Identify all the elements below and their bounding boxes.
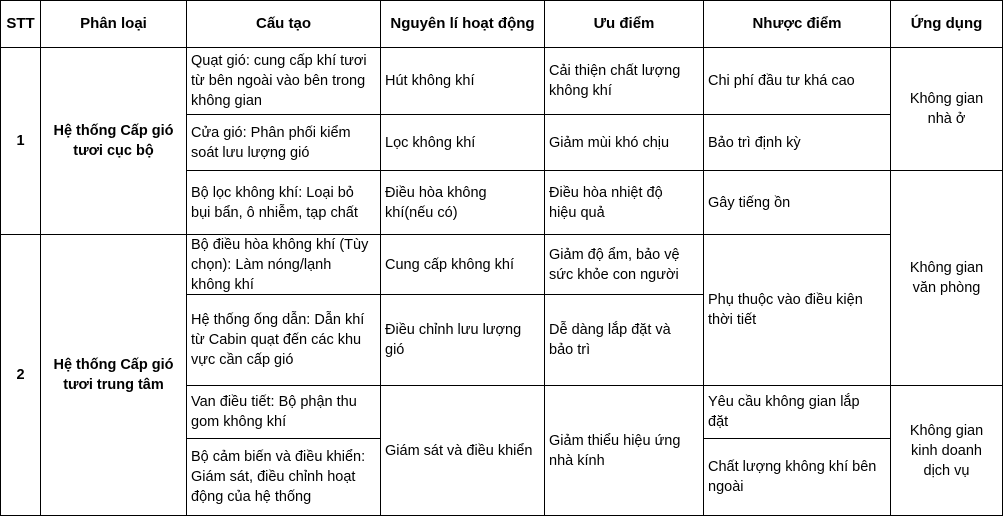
- nhuoc-diem-cell: Phụ thuộc vào điều kiện thời tiết: [703, 234, 891, 386]
- header-nhuoc-diem: Nhược điểm: [703, 0, 891, 48]
- nhuoc-diem-cell: Chi phí đầu tư khá cao: [703, 47, 891, 115]
- ung-dung-cell: Không gian văn phòng: [890, 170, 1003, 386]
- cau-tao-cell: Bộ lọc không khí: Loại bỏ bụi bẩn, ô nhiễm, tạp chất: [186, 170, 381, 235]
- nhuoc-diem-cell: Chất lượng không khí bên ngoài: [703, 438, 891, 516]
- cau-tao-cell: Van điều tiết: Bộ phận thu gom không khí: [186, 385, 381, 439]
- nguyen-li-cell: Lọc không khí: [380, 114, 545, 171]
- stt-1: 1: [0, 47, 41, 235]
- cau-tao-cell: Quạt gió: cung cấp khí tươi từ bên ngoài vào bên trong không gian: [186, 47, 381, 115]
- nhuoc-diem-cell: Gây tiếng ồn: [703, 170, 891, 235]
- cau-tao-cell: Bộ cảm biến và điều khiển: Giám sát, điều chỉnh hoạt động của hệ thống: [186, 438, 381, 516]
- uu-diem-cell: Cải thiện chất lượng không khí: [544, 47, 704, 115]
- nguyen-li-cell: Điều chỉnh lưu lượng gió: [380, 294, 545, 386]
- header-nguyen-li: Nguyên lí hoạt động: [380, 0, 545, 48]
- uu-diem-cell: Điều hòa nhiệt độ hiệu quả: [544, 170, 704, 235]
- phan-loai-1: Hệ thống Cấp gió tươi cục bộ: [40, 47, 187, 235]
- stt-2: 2: [0, 234, 41, 516]
- phan-loai-2: Hệ thống Cấp gió tươi trung tâm: [40, 234, 187, 516]
- cau-tao-cell: Hệ thống ống dẫn: Dẫn khí từ Cabin quạt đến các khu vực cần cấp gió: [186, 294, 381, 386]
- header-phan-loai: Phân loại: [40, 0, 187, 48]
- nguyen-li-cell: Hút không khí: [380, 47, 545, 115]
- header-ung-dung: Ứng dụng: [890, 0, 1003, 48]
- header-cau-tao: Cấu tạo: [186, 0, 381, 48]
- uu-diem-cell: Giảm thiểu hiệu ứng nhà kính: [544, 385, 704, 516]
- uu-diem-cell: Giảm mùi khó chịu: [544, 114, 704, 171]
- nguyen-li-cell: Điều hòa không khí(nếu có): [380, 170, 545, 235]
- cau-tao-cell: Bộ điều hòa không khí (Tùy chọn): Làm nóng/lạnh không khí: [186, 234, 381, 295]
- nhuoc-diem-cell: Yêu cầu không gian lắp đặt: [703, 385, 891, 439]
- nguyen-li-cell: Giám sát và điều khiển: [380, 385, 545, 516]
- uu-diem-cell: Giảm độ ẩm, bảo vệ sức khỏe con người: [544, 234, 704, 295]
- nguyen-li-cell: Cung cấp không khí: [380, 234, 545, 295]
- ung-dung-cell: Không gian nhà ở: [890, 47, 1003, 171]
- ung-dung-cell: Không gian kinh doanh dịch vụ: [890, 385, 1003, 516]
- cau-tao-cell: Cửa gió: Phân phối kiểm soát lưu lượng gió: [186, 114, 381, 171]
- nhuoc-diem-cell: Bảo trì định kỳ: [703, 114, 891, 171]
- uu-diem-cell: Dễ dàng lắp đặt và bảo trì: [544, 294, 704, 386]
- header-stt: STT: [0, 0, 41, 48]
- header-uu-diem: Ưu điểm: [544, 0, 704, 48]
